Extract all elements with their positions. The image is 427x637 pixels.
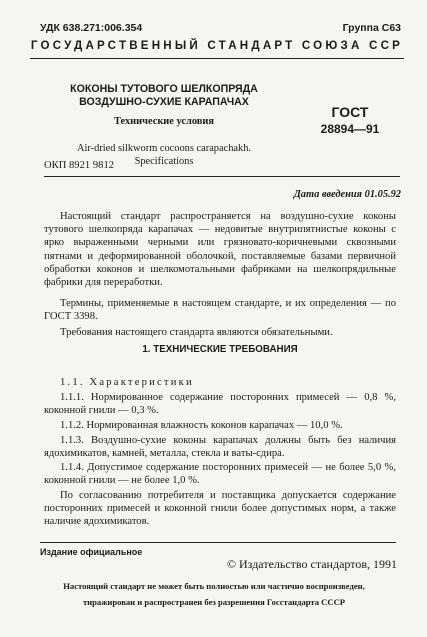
copyright-notice-line-2: тиражирован и распространен без разрешения Госстандарта СССР [82, 597, 346, 607]
requirement-1-1-3: 1.1.3. Воздушно-сухие коконы карапачах должны быть без наличия ядохимикатов, камней, металла, стекла и ваты-сдира. [44, 435, 396, 460]
gost-label: ГОСТ [331, 104, 369, 120]
requirement-1-1-2: 1.1.2. Нормированная влажность коконов карапачах — 10,0 %. [60, 420, 343, 431]
group-code: Группа С63 [342, 22, 401, 34]
title-ru-line-1: КОКОНЫ ТУТОВОГО ШЕЛКОПРЯДА [70, 83, 258, 95]
title-ru-line-2: ВОЗДУШНО-СУХИЕ КАРАПАЧАХ [79, 96, 249, 108]
official-edition: Издание официальное [40, 547, 143, 557]
intro-paragraph-3: Требования настоящего стандарта являются обязательными. [60, 327, 333, 338]
agency-name: ГОСУДАРСТВЕННЫЙ СТАНДАРТ СОЮЗА ССР [30, 39, 404, 52]
section-heading: 1. ТЕХНИЧЕСКИЕ ТРЕБОВАНИЯ [142, 344, 298, 355]
requirement-1-1-1: 1.1.1. Нормированное содержание посторонних примесей — 0,8 %, коконной гнили — 0,3 %. [44, 392, 396, 417]
copyright-notice-line-1: Настоящий стандарт не может быть полностью или частично воспроизведен, [63, 581, 365, 591]
requirement-1-1-4: 1.1.4. Допустимое содержание посторонних примесей — не более 5,0 %, коконной гнили — не более 1,0 %. [44, 462, 396, 487]
okp-code: ОКП 8921 9812 [44, 160, 115, 171]
intro-paragraph-2: Термины, применяемые в настоящем стандарте, и их определения — по ГОСТ 3398. [44, 298, 396, 323]
title-ru-subtitle: Технические условия [114, 116, 214, 127]
effective-date: Дата введения 01.05.92 [293, 189, 401, 200]
footer-rule [40, 542, 396, 543]
gost-number: 28894—91 [320, 122, 380, 136]
title-block [44, 83, 284, 168]
publisher: © Издательство стандартов, 1991 [226, 557, 397, 571]
header-rule [30, 58, 404, 59]
title-en-line-1: Air-dried silkworm cocoons carapachakh. [76, 143, 252, 154]
intro-paragraph-1: Настоящий стандарт распространяется на воздушно-сухие коконы тутового шелкопряда карапачах — недовитые внутрипятнистые коконы с ярко выраженными черными или грязновато-коричневыми сквозными пятнами и деформированной оболочкой, поставляемые базами первичной обработки коконов и шелкомотальными фабриками на шелкопрядильные фабрики для переработки. [44, 211, 396, 289]
requirement-agreement: По согласованию потребителя и поставщика допускается содержание посторонних примесей и коконной гнили более допустимых норм, а также наличие ядохимикатов. [44, 490, 396, 528]
udk-code: УДК 638.271:006.354 [40, 22, 143, 34]
section-sub-heading: 1.1. Характеристики [60, 377, 194, 388]
title-rule [44, 176, 400, 177]
title-en-line-2: Specifications [134, 156, 194, 167]
